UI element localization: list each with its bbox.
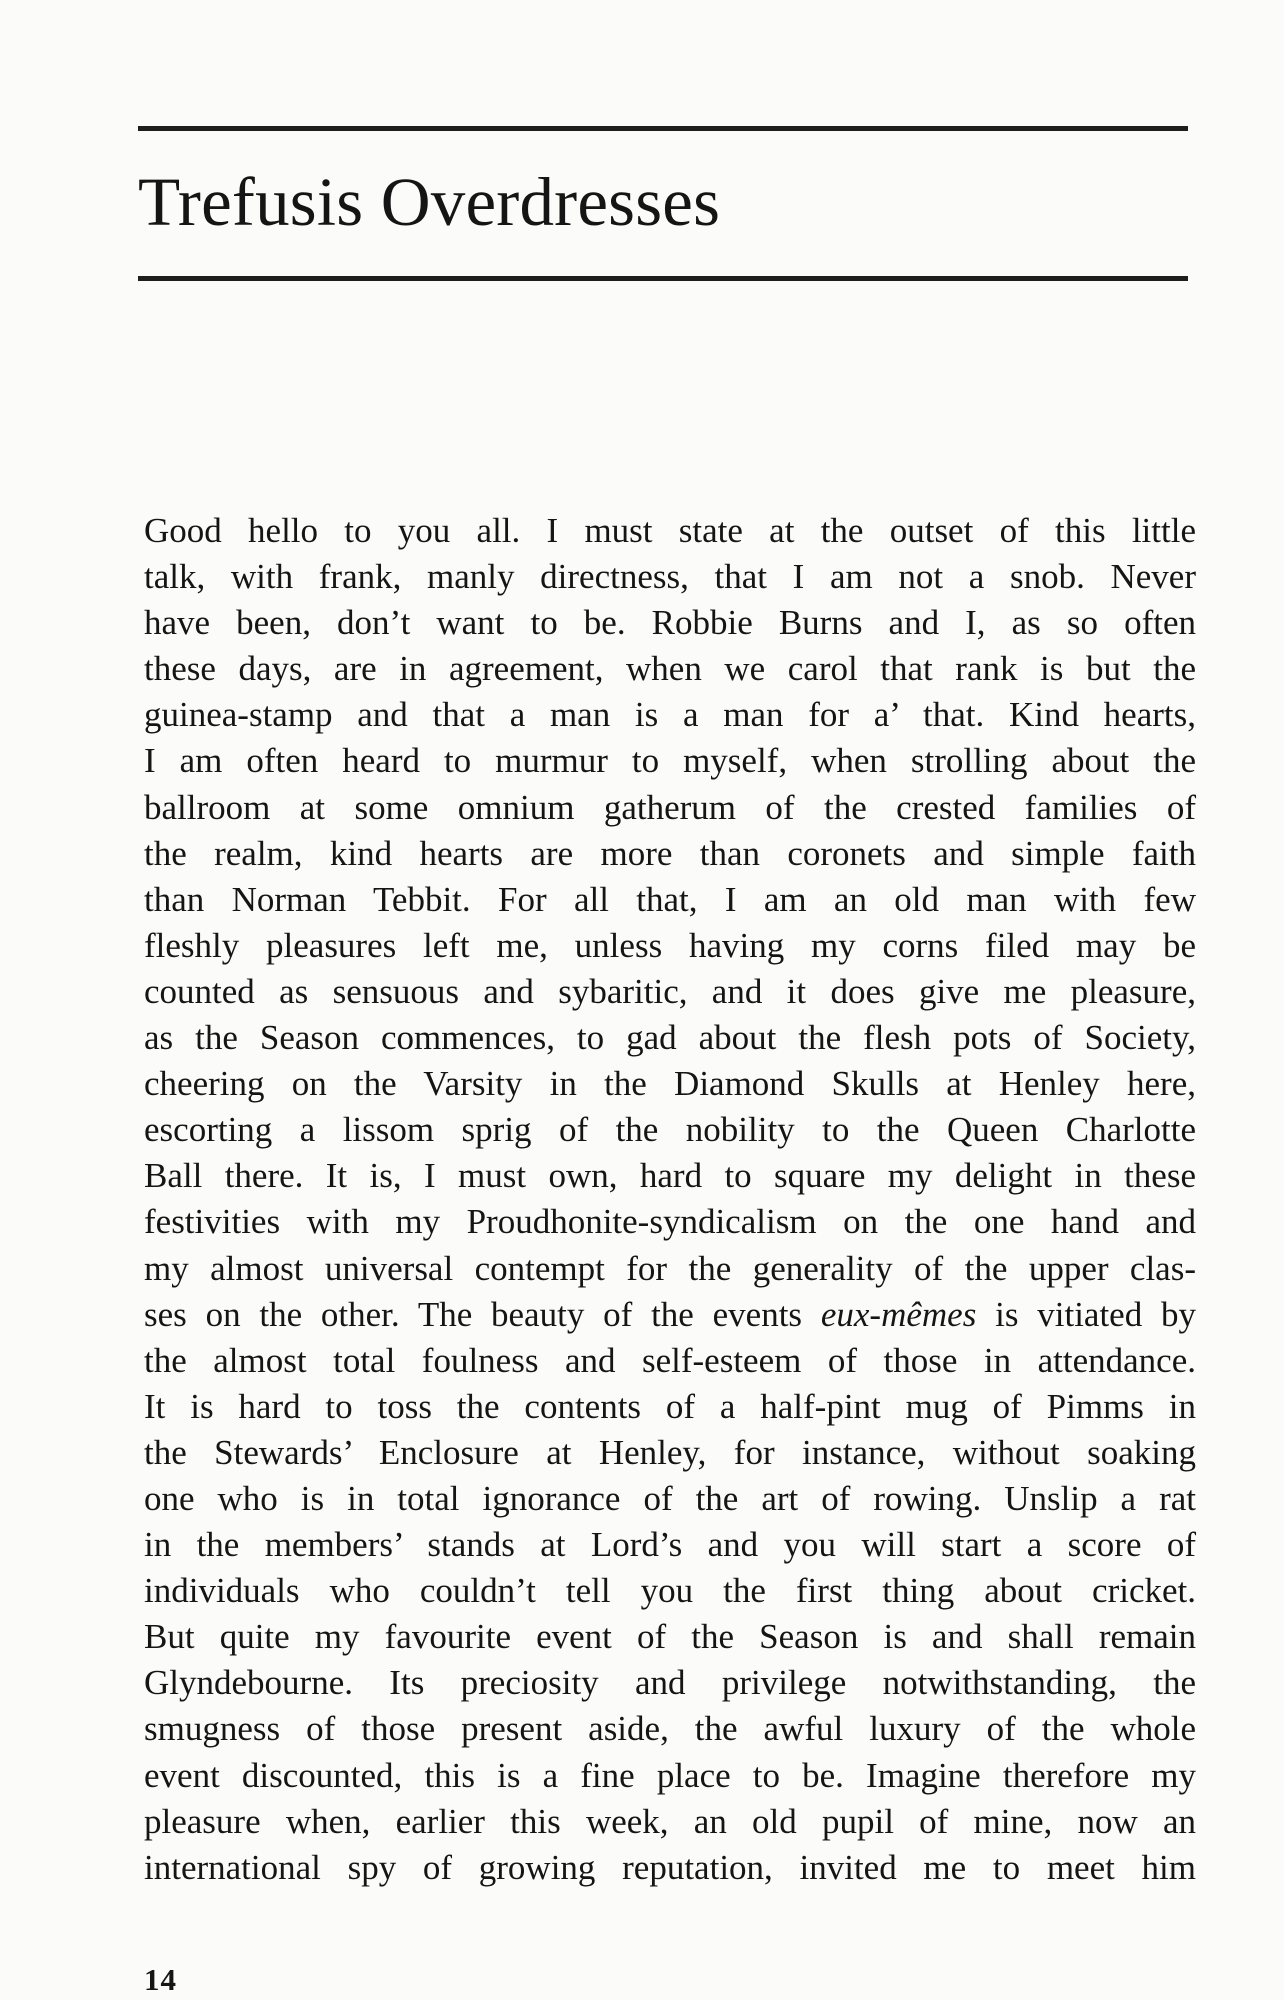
body-line: than Norman Tebbit. For all that, I am an old man with few — [144, 879, 1196, 919]
body-line: Ball there. It is, I must own, hard to square my delight in these — [144, 1156, 1196, 1196]
body-line: escorting a lissom sprig of the nobility to the Queen Charlotte — [144, 1110, 1196, 1150]
body-line: my almost universal contempt for the generality of the upper clas- — [144, 1248, 1196, 1288]
body-text — [144, 508, 1196, 1891]
body-line: the almost total foulness and self-esteem of those in attendance. — [144, 1340, 1196, 1380]
body-line: one who is in total ignorance of the art of rowing. Unslip a rat — [144, 1478, 1196, 1518]
chapter-title: Trefusis Overdresses — [138, 164, 721, 240]
body-line: ses on the other. The beauty of the events eux-mêmes is vitiated by — [144, 1294, 1197, 1334]
italic-phrase: eux-mêmes — [820, 1294, 977, 1334]
body-line: counted as sensuous and sybaritic, and it does give me pleasure, — [144, 971, 1196, 1011]
body-line: event discounted, this is a fine place to be. Imagine therefore my — [144, 1755, 1196, 1795]
body-line: the realm, kind hearts are more than coronets and simple faith — [144, 833, 1196, 873]
body-line: smugness of those present aside, the awful luxury of the whole — [144, 1709, 1196, 1749]
body-line: It is hard to toss the contents of a half-pint mug of Pimms in — [144, 1386, 1196, 1426]
body-line: pleasure when, earlier this week, an old pupil of mine, now an — [144, 1801, 1196, 1841]
bottom-rule — [138, 276, 1188, 281]
body-line: Glyndebourne. Its preciosity and privilege notwithstanding, the — [144, 1663, 1196, 1703]
body-line: festivities with my Proudhonite-syndicalism on the one hand and — [144, 1202, 1196, 1242]
body-line: individuals who couldn’t tell you the first thing about cricket. — [144, 1571, 1196, 1611]
body-line: fleshly pleasures left me, unless having my corns filed may be — [144, 925, 1196, 965]
body-line: have been, don’t want to be. Robbie Burns and I, as so often — [144, 603, 1196, 643]
top-rule — [138, 126, 1188, 131]
body-line: But quite my favourite event of the Season is and shall remain — [144, 1617, 1196, 1657]
body-line: in the members’ stands at Lord’s and you will start a score of — [144, 1525, 1196, 1565]
body-line: talk, with frank, manly directness, that I am not a snob. Never — [144, 557, 1196, 597]
body-line: guinea-stamp and that a man is a man for a’ that. Kind hearts, — [144, 695, 1196, 735]
body-line: Good hello to you all. I must state at the outset of this little — [144, 511, 1196, 550]
body-line: these days, are in agreement, when we carol that rank is but the — [144, 649, 1196, 689]
body-line: as the Season commences, to gad about the flesh pots of Society, — [144, 1018, 1196, 1058]
body-line: cheering on the Varsity in the Diamond Skulls at Henley here, — [144, 1064, 1196, 1104]
body-line: ballroom at some omnium gatherum of the crested families of — [144, 787, 1196, 827]
page-number: 14 — [144, 1962, 177, 1997]
body-line: the Stewards’ Enclosure at Henley, for instance, without soaking — [144, 1432, 1196, 1472]
body-line: I am often heard to murmur to myself, when strolling about the — [144, 741, 1196, 781]
body-line: international spy of growing reputation, invited me to meet him — [144, 1847, 1196, 1887]
